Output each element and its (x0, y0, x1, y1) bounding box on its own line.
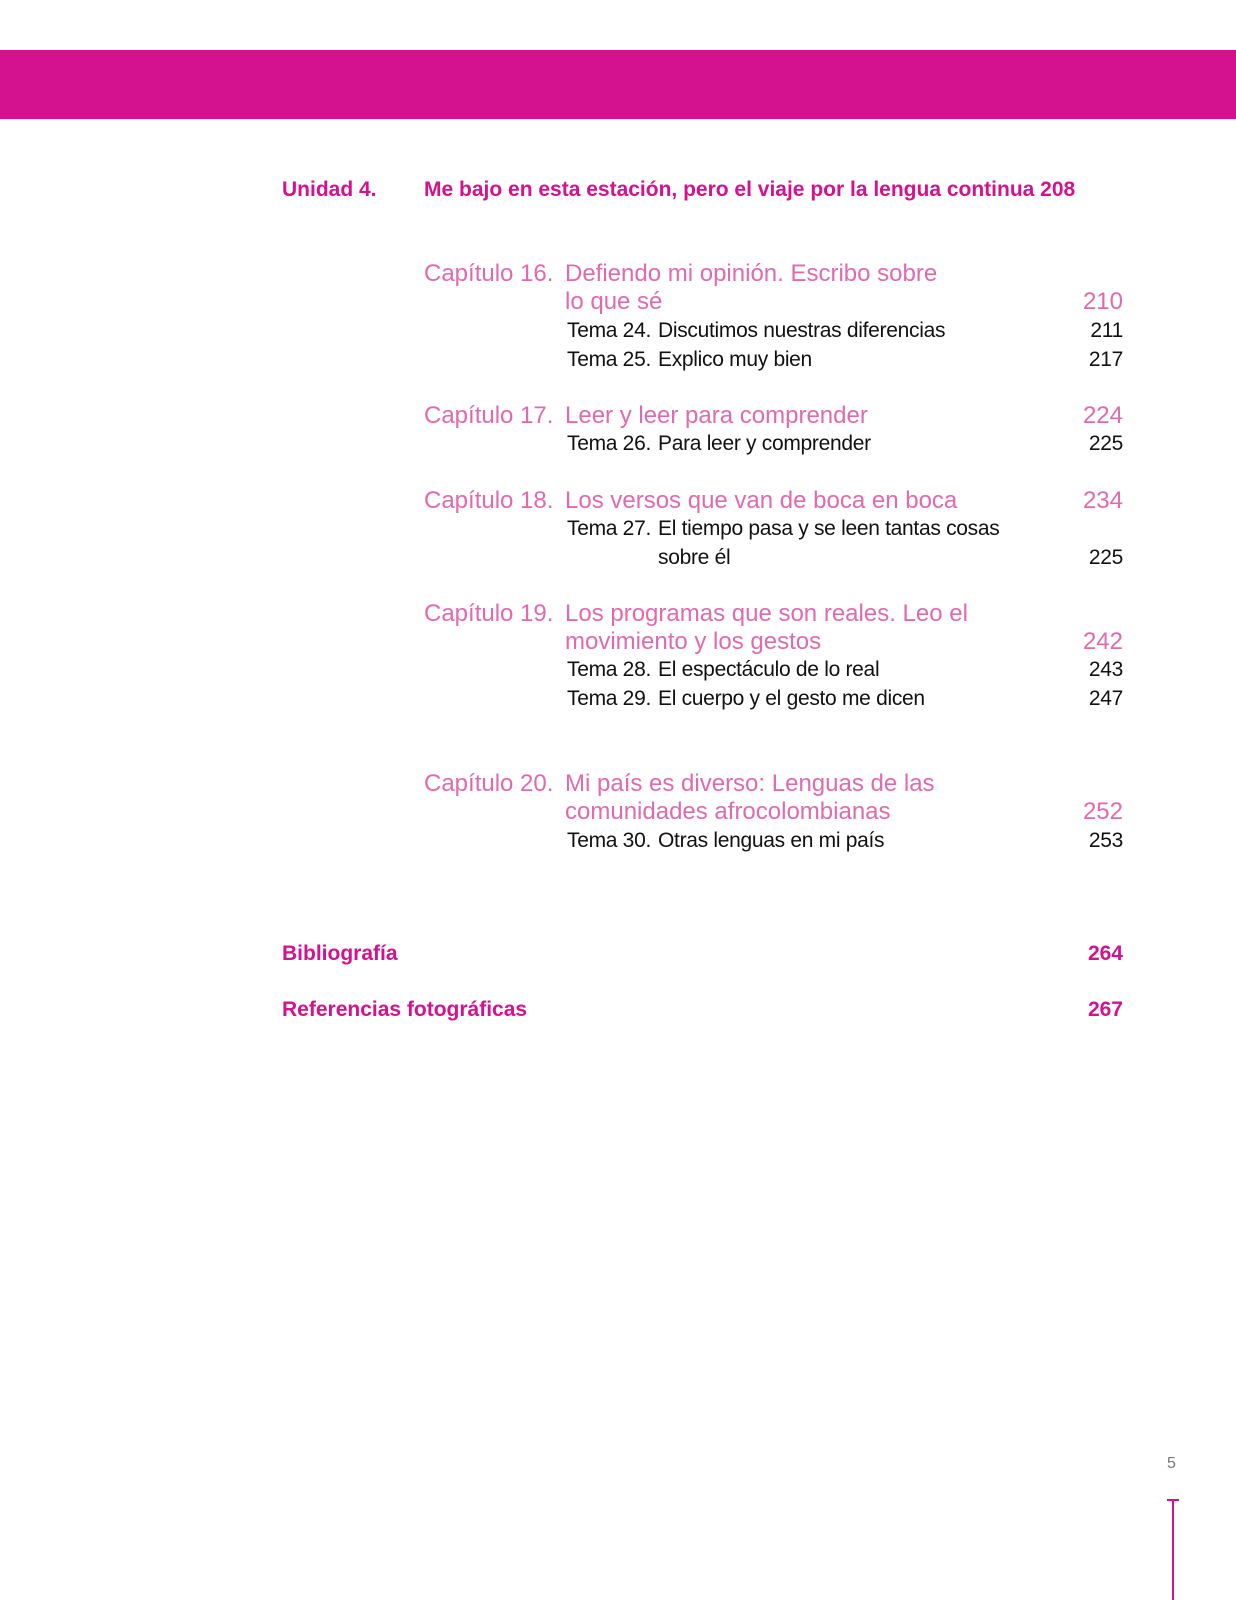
chapter-19-title-line-1: Los programas que son reales. Leo el (565, 600, 968, 627)
tema-27-title-line-1: El tiempo pasa y se leen tantas cosas (658, 517, 1000, 540)
tema-30-page: 253 (1088, 829, 1123, 852)
chapter-18-title-line-1: Los versos que van de boca en boca (565, 487, 958, 514)
chapter-20-page: 252 (1082, 798, 1123, 825)
tema-26-label: Tema 26. (567, 432, 651, 455)
tema-24-title: Discutimos nuestras diferencias (658, 319, 946, 342)
tema-30-title: Otras lenguas en mi país (658, 829, 885, 852)
referencias-page: 267 (1087, 998, 1123, 1021)
unit-title: Me bajo en esta estación, pero el viaje por la lengua continua 208 (424, 178, 1076, 201)
tema-25-label: Tema 25. (567, 348, 651, 371)
chapter-20-label: Capítulo 20. (424, 770, 554, 797)
chapter-17-page: 224 (1082, 402, 1123, 429)
chapter-16-title-line-2: lo que sé (565, 288, 663, 315)
chapter-18-page: 234 (1082, 487, 1123, 514)
tema-29-label: Tema 29. (567, 687, 651, 710)
tema-28-page: 243 (1088, 658, 1123, 681)
chapter-19-page: 242 (1082, 628, 1123, 655)
tema-26-title: Para leer y comprender (658, 432, 871, 455)
tema-27-label: Tema 27. (567, 517, 651, 540)
chapter-20-title-line-1: Mi país es diverso: Lenguas de las (565, 770, 935, 797)
chapter-17-title-line-1: Leer y leer para comprender (565, 402, 868, 429)
tema-26-page: 225 (1088, 432, 1123, 455)
tema-28-title: El espectáculo de lo real (658, 658, 880, 681)
chapter-18-label: Capítulo 18. (424, 487, 554, 514)
page-number: 5 (1167, 1455, 1176, 1472)
tema-30-label: Tema 30. (567, 829, 651, 852)
chapter-16-page: 210 (1082, 288, 1123, 315)
page-marker-line (1172, 1500, 1174, 1600)
tema-25-title: Explico muy bien (658, 348, 812, 371)
tema-24-label: Tema 24. (567, 319, 651, 342)
chapter-17-label: Capítulo 17. (424, 402, 554, 429)
chapter-16-title-line-1: Defiendo mi opinión. Escribo sobre (565, 260, 938, 287)
tema-28-label: Tema 28. (567, 658, 651, 681)
tema-25-page: 217 (1088, 348, 1123, 371)
tema-24-page: 211 (1090, 319, 1123, 342)
tema-27-title-line-2: sobre él (658, 546, 731, 569)
chapter-19-title-line-2: movimiento y los gestos (565, 628, 822, 655)
unit-label: Unidad 4. (282, 178, 377, 201)
chapter-20-title-line-2: comunidades afrocolombianas (565, 798, 891, 825)
bibliografia-label: Bibliografía (282, 942, 398, 965)
chapter-16-label: Capítulo 16. (424, 260, 554, 287)
referencias-label: Referencias fotográficas (282, 998, 528, 1021)
tema-29-title: El cuerpo y el gesto me dicen (658, 687, 925, 710)
tema-27-page: 225 (1088, 546, 1123, 569)
header-band (0, 50, 1236, 119)
tema-29-page: 247 (1088, 687, 1123, 710)
bibliografia-page: 264 (1087, 942, 1123, 965)
chapter-19-label: Capítulo 19. (424, 600, 554, 627)
